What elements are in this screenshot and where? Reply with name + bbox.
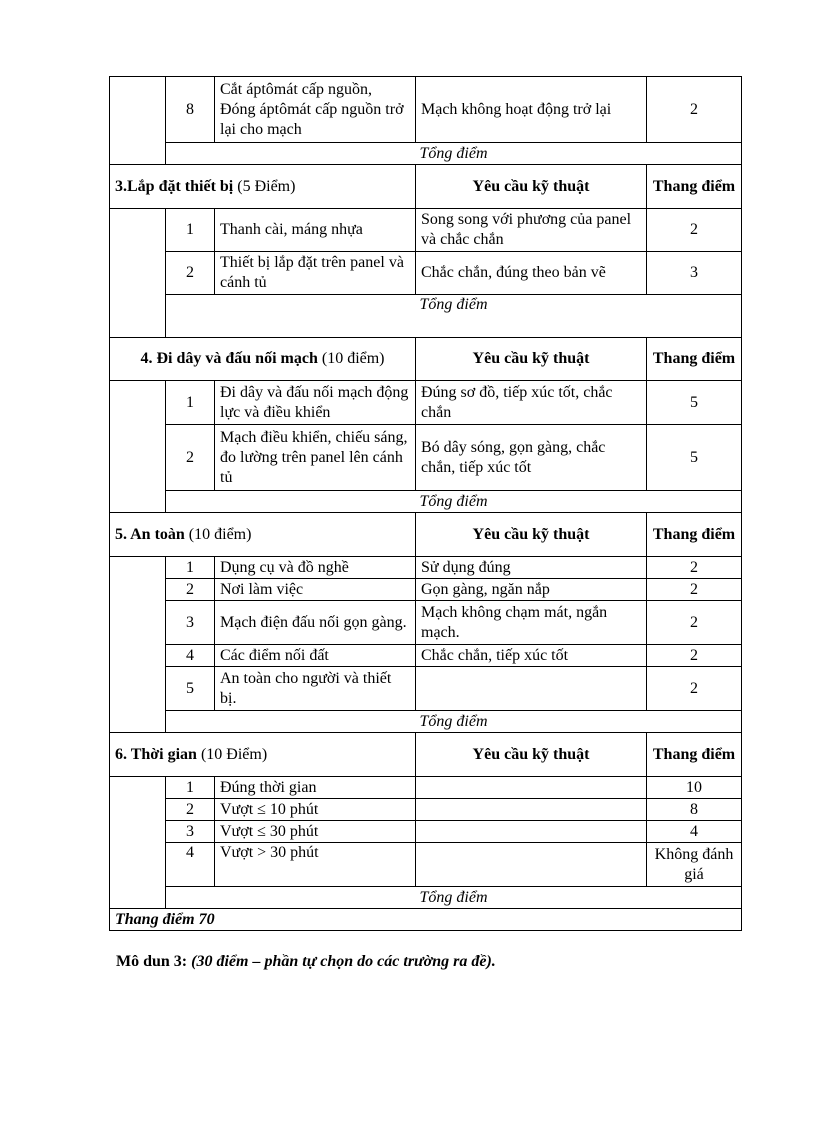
item-content: Mạch điều khiển, chiếu sáng, đo lường trên panel lên cánh tủ <box>215 425 416 491</box>
section-title <box>110 513 416 557</box>
total-label: Tổng điểm <box>166 143 742 165</box>
item-requirement: Bó dây sóng, gọn gàng, chắc chắn, tiếp xúc tốt <box>416 425 647 491</box>
table-row <box>110 381 742 425</box>
item-score: 4 <box>647 821 742 843</box>
section-title-bold: 3.Lắp đặt thiết bị <box>115 177 234 195</box>
section-title-points: (10 điểm) <box>317 350 385 367</box>
item-score: 8 <box>647 799 742 821</box>
item-number: 2 <box>166 579 215 601</box>
section-title-points: (10 điểm) <box>184 525 252 543</box>
section-title <box>110 338 416 381</box>
section-title-points: (5 Điểm) <box>233 177 296 195</box>
item-score: 3 <box>647 252 742 295</box>
section-title-bold: 4. Đi dây và đấu nối mạch <box>140 350 318 367</box>
section-header-row <box>110 338 742 381</box>
grand-total-row <box>110 909 742 931</box>
total-row <box>110 887 742 909</box>
item-content: Đúng thời gian <box>215 777 416 799</box>
item-number: 5 <box>166 667 215 711</box>
item-number: 4 <box>166 843 215 887</box>
item-score: 5 <box>647 381 742 425</box>
module-3-detail: (30 điểm – phần tự chọn do các trường ra đề). <box>191 953 496 970</box>
section-title <box>110 733 416 777</box>
item-score: 5 <box>647 425 742 491</box>
item-content: Dụng cụ và đồ nghề <box>215 557 416 579</box>
section-title-bold: 5. An toàn <box>115 525 185 543</box>
total-label: Tổng điểm <box>166 295 742 338</box>
item-score: Không đánh giá <box>647 843 742 887</box>
item-number: 1 <box>166 209 215 252</box>
item-content: Đi dây và đấu nối mạch động lực và điều khiển <box>215 381 416 425</box>
item-content: Thiết bị lắp đặt trên panel và cánh tủ <box>215 252 416 295</box>
item-content: Vượt ≤ 30 phút <box>215 821 416 843</box>
item-requirement: Gọn gàng, ngăn nắp <box>416 579 647 601</box>
section-header-row <box>110 733 742 777</box>
section-title-bold: 6. Thời gian <box>115 745 197 763</box>
item-requirement <box>416 799 647 821</box>
total-row <box>110 143 742 165</box>
item-number: 3 <box>166 601 215 645</box>
module-3-title: Mô dun 3: <box>116 953 192 970</box>
item-content: Cắt áptômát cấp nguồn, Đóng áptômát cấp nguồn trở lại cho mạch <box>215 77 416 143</box>
grand-total-label: Thang điểm 70 <box>110 909 742 931</box>
item-score: 10 <box>647 777 742 799</box>
item-requirement <box>416 821 647 843</box>
table-row <box>110 799 742 821</box>
total-row <box>110 711 742 733</box>
section-title <box>110 165 416 209</box>
item-number: 2 <box>166 252 215 295</box>
item-score: 2 <box>647 209 742 252</box>
section-header-row <box>110 165 742 209</box>
score-header: Thang điểm <box>647 733 742 777</box>
table-row <box>110 843 742 887</box>
table-row <box>110 601 742 645</box>
item-number: 2 <box>166 425 215 491</box>
total-label: Tổng điểm <box>166 711 742 733</box>
group-blank-cell <box>110 209 166 338</box>
table-row <box>110 425 742 491</box>
table-row <box>110 579 742 601</box>
item-content: An toàn cho người và thiết bị. <box>215 667 416 711</box>
item-score: 2 <box>647 579 742 601</box>
item-number: 1 <box>166 381 215 425</box>
section-header-row <box>110 513 742 557</box>
total-label: Tổng điểm <box>166 887 742 909</box>
table-row <box>110 667 742 711</box>
item-requirement <box>416 843 647 887</box>
item-number: 4 <box>166 645 215 667</box>
item-score: 2 <box>647 601 742 645</box>
total-row <box>110 295 742 338</box>
item-requirement: Chắc chắn, tiếp xúc tốt <box>416 645 647 667</box>
item-number: 1 <box>166 777 215 799</box>
module-3-note <box>116 953 496 971</box>
group-blank-cell <box>110 381 166 513</box>
item-requirement: Song song với phương của panel và chắc chắn <box>416 209 647 252</box>
item-content: Nơi làm việc <box>215 579 416 601</box>
item-requirement <box>416 667 647 711</box>
table-row <box>110 645 742 667</box>
item-content: Thanh cài, máng nhựa <box>215 209 416 252</box>
requirement-header: Yêu cầu kỹ thuật <box>416 733 647 777</box>
item-requirement: Đúng sơ đồ, tiếp xúc tốt, chắc chắn <box>416 381 647 425</box>
item-content: Mạch điện đấu nối gọn gàng. <box>215 601 416 645</box>
score-header: Thang điểm <box>647 338 742 381</box>
item-score: 2 <box>647 77 742 143</box>
table-row <box>110 821 742 843</box>
item-score: 2 <box>647 667 742 711</box>
requirement-header: Yêu cầu kỹ thuật <box>416 338 647 381</box>
requirement-header: Yêu cầu kỹ thuật <box>416 513 647 557</box>
item-number: 8 <box>166 77 215 143</box>
group-blank-cell <box>110 557 166 733</box>
group-blank-cell <box>110 777 166 909</box>
score-header: Thang điểm <box>647 165 742 209</box>
table-row <box>110 557 742 579</box>
table-row <box>110 209 742 252</box>
item-content: Các điểm nối đất <box>215 645 416 667</box>
item-requirement: Mạch không chạm mát, ngắn mạch. <box>416 601 647 645</box>
requirement-header: Yêu cầu kỹ thuật <box>416 165 647 209</box>
item-content: Vượt ≤ 10 phút <box>215 799 416 821</box>
item-requirement: Chắc chắn, đúng theo bản vẽ <box>416 252 647 295</box>
total-row <box>110 491 742 513</box>
item-number: 3 <box>166 821 215 843</box>
table-row <box>110 777 742 799</box>
table-row <box>110 252 742 295</box>
item-score: 2 <box>647 645 742 667</box>
item-requirement: Sử dụng đúng <box>416 557 647 579</box>
item-requirement: Mạch không hoạt động trở lại <box>416 77 647 143</box>
item-score: 2 <box>647 557 742 579</box>
total-label: Tổng điểm <box>166 491 742 513</box>
group-blank-cell <box>110 77 166 165</box>
item-number: 2 <box>166 799 215 821</box>
item-requirement <box>416 777 647 799</box>
table-row <box>110 77 742 143</box>
scoring-rubric-table <box>109 76 742 931</box>
item-number: 1 <box>166 557 215 579</box>
item-content: Vượt > 30 phút <box>215 843 416 887</box>
section-title-points: (10 Điểm) <box>196 745 268 763</box>
score-header: Thang điểm <box>647 513 742 557</box>
